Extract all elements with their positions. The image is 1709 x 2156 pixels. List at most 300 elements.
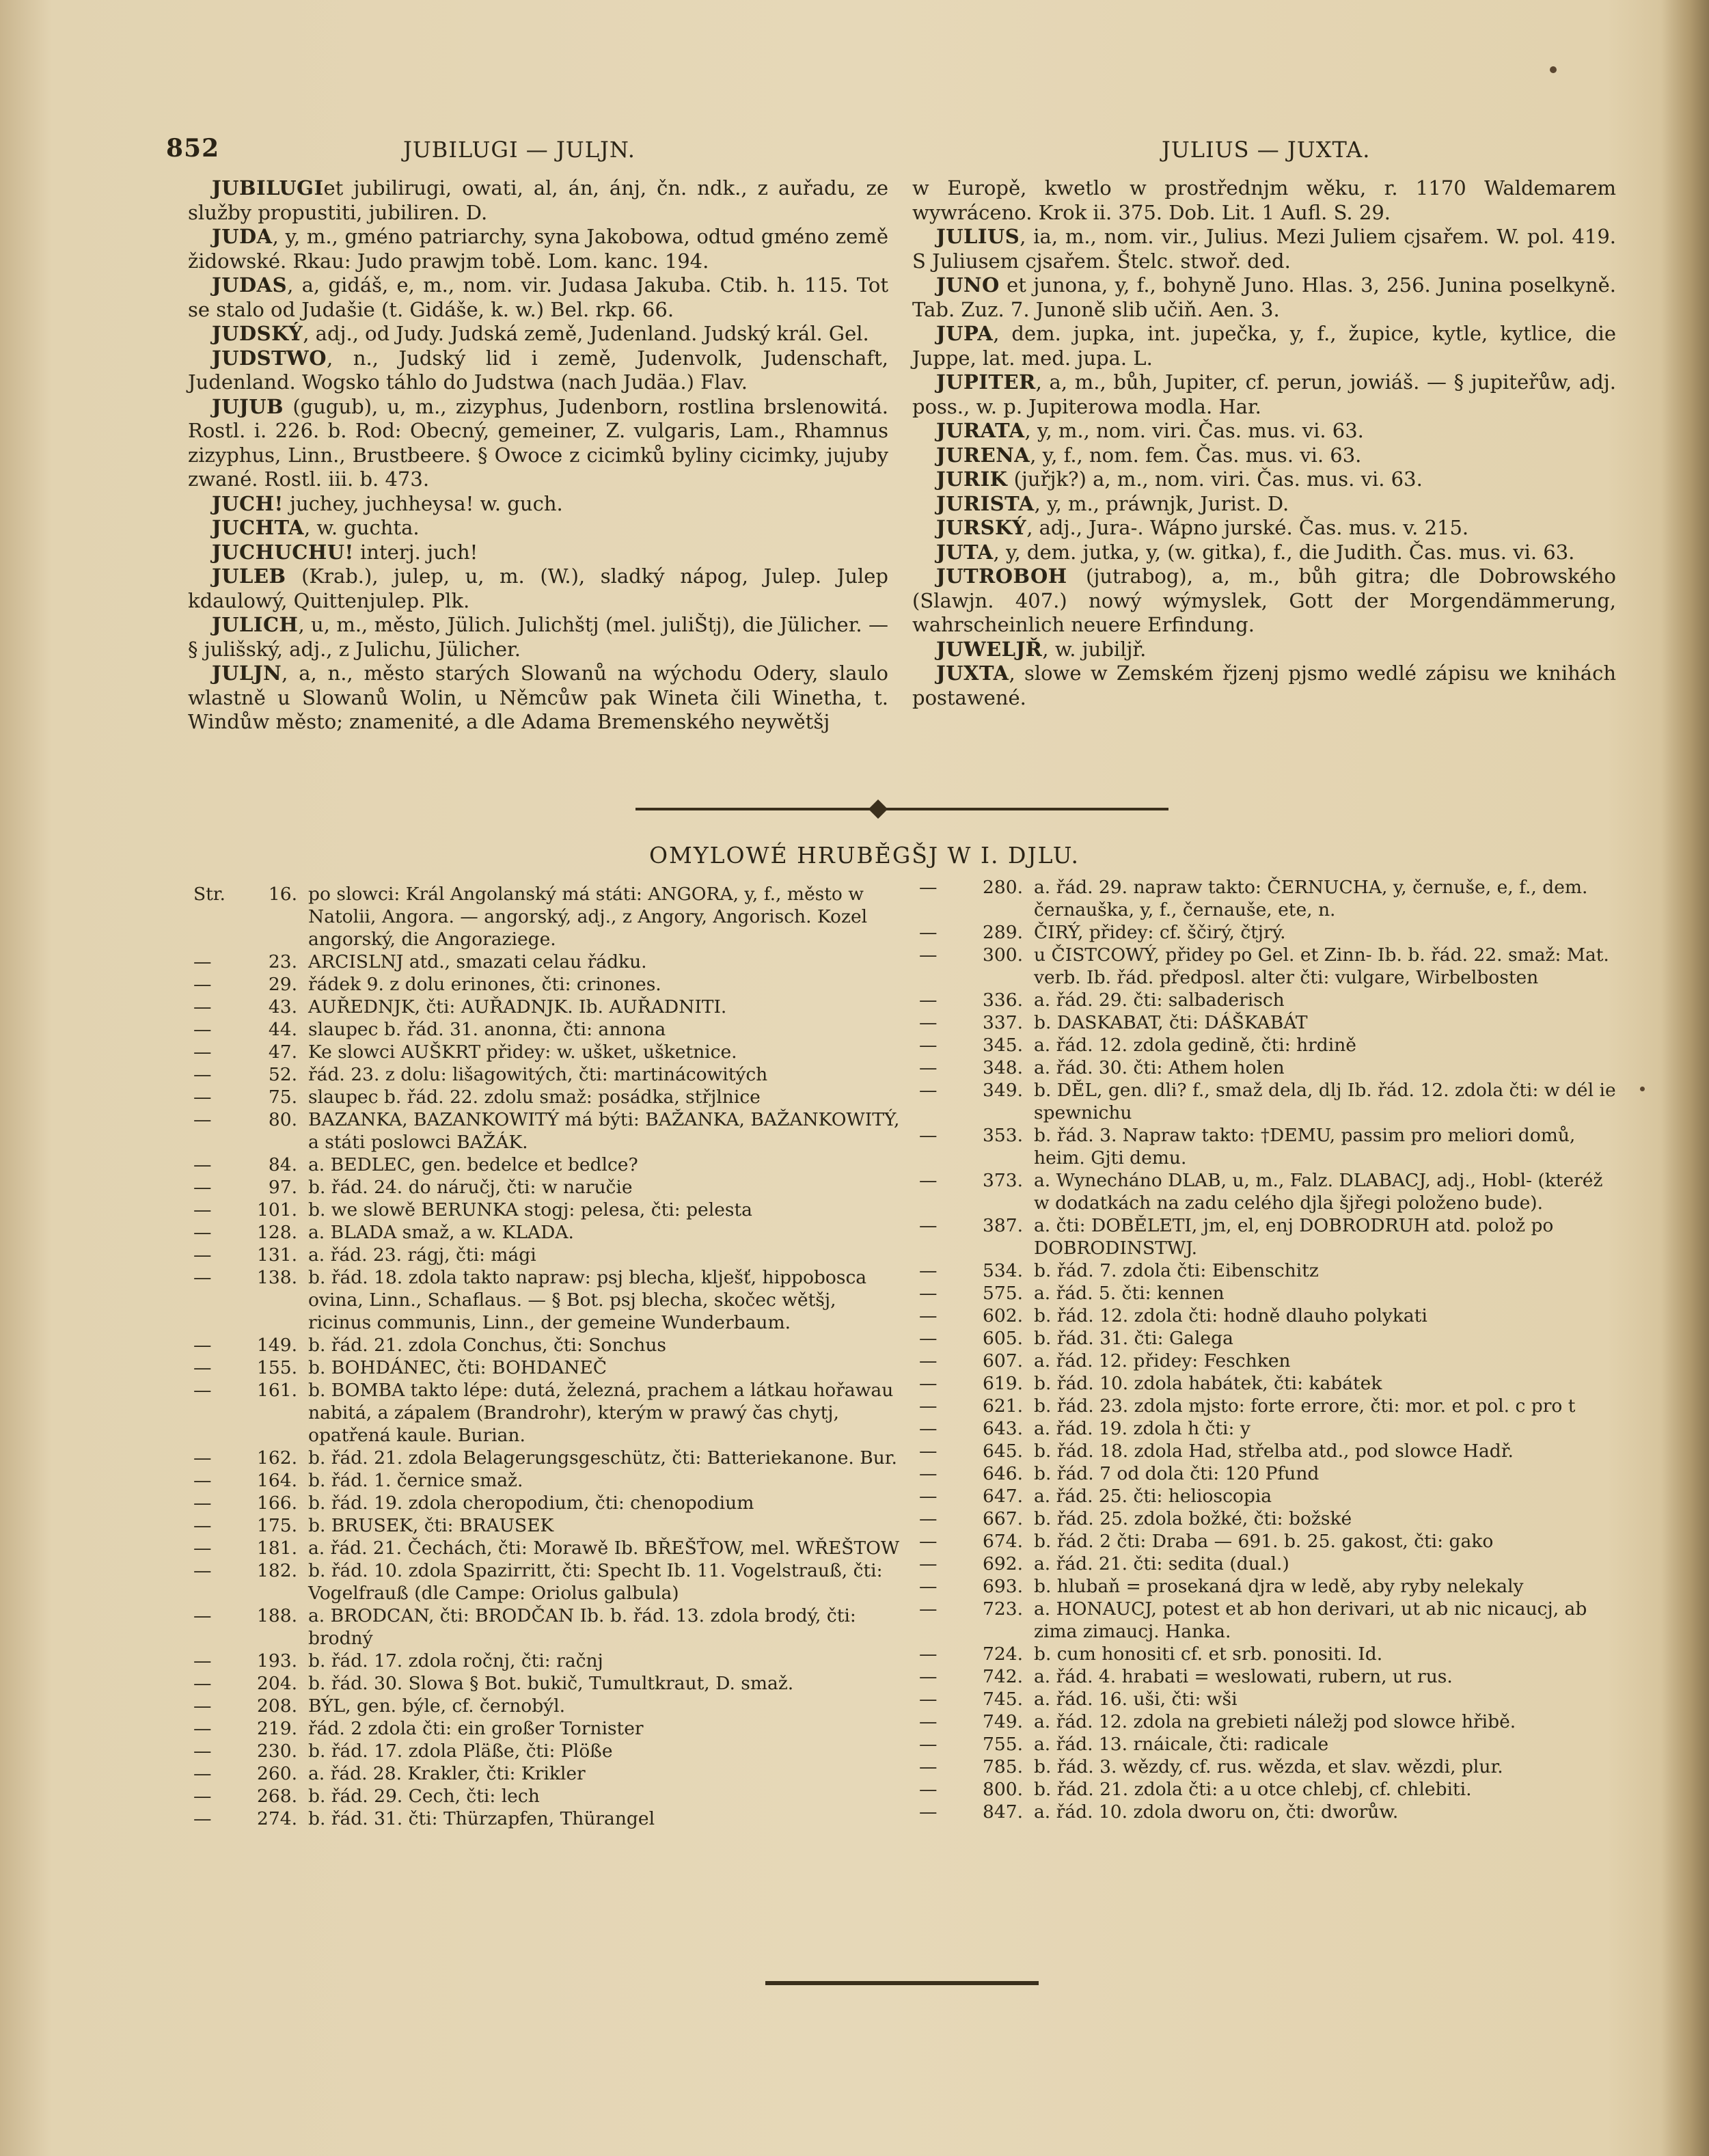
entry-headword: JULJN (212, 661, 282, 685)
errata-page: 755. (982, 1734, 1023, 1755)
dictionary-entry (912, 419, 1616, 444)
errata-page: 44. (268, 1019, 297, 1040)
errata-dash: — (193, 1199, 212, 1220)
errata-page: 181. (256, 1538, 297, 1559)
dictionary-entry (188, 492, 888, 517)
errata-page: 219. (256, 1718, 297, 1739)
right-column-entries (912, 176, 1616, 710)
errata-text: po slowci: Král Angolanský má státi: ANGORA, y, f., město w Natolii, Angora. — angorský, adj., z Angory, Angorisch. Kozel angorský, die Angoraziege. (308, 884, 868, 950)
errata-text: b. řád. 10. zdola Spazirritt, čti: Specht Ib. 11. Vogelstrauß, čti: Vogelfrauß (dle Campe: Oriolus galbula) (308, 1560, 883, 1604)
errata-dash: — (919, 1756, 938, 1777)
errata-row (193, 1807, 901, 1830)
errata-text: a. řád. 29. čti: salbaderisch (1034, 990, 1285, 1011)
errata-page: 749. (982, 1711, 1023, 1732)
left-running-head: JUBILUGI — JULJN. (403, 137, 635, 163)
errata-text: a. řád. 21. čti: sedita (dual.) (1034, 1553, 1289, 1574)
errata-dash: — (919, 990, 938, 1011)
errata-row (919, 944, 1623, 989)
errata-page: 800. (982, 1779, 1023, 1800)
errata-dash: — (919, 1689, 938, 1710)
errata-row (193, 1334, 901, 1356)
errata-page: 646. (982, 1463, 1023, 1484)
errata-row (193, 1447, 901, 1469)
errata-page: 336. (982, 990, 1023, 1011)
errata-page: 260. (256, 1763, 297, 1784)
errata-dash: — (919, 1035, 938, 1056)
errata-text: b. řád. 18. zdola Had, střelba atd., pod slowce Hadř. (1034, 1441, 1514, 1462)
errata-text: a. řád. 12. přidey: Feschken (1034, 1350, 1291, 1372)
entry-headword: JUWELJŘ (936, 637, 1043, 661)
errata-page: 29. (268, 974, 297, 995)
errata-text: Ke slowci AUŠKRT přidey: w. ušket, ušketnice. (308, 1041, 737, 1063)
errata-row (193, 1762, 901, 1785)
errata-dash: — (919, 1486, 938, 1507)
errata-text: a. řád. 21. Čechách, čti: Morawě Ib. BŘEŠŤOW, mel. WŘEŠTOW (308, 1538, 900, 1559)
errata-text: b. řád. 30. Slowa § Bot. bukič, Tumultkraut, D. smaž. (308, 1673, 794, 1694)
errata-row (193, 973, 901, 996)
entry-headword: JUCHUCHU! (212, 540, 354, 564)
page-number: 852 (166, 134, 220, 163)
errata-dash: — (919, 1643, 938, 1665)
errata-dash: — (919, 877, 938, 898)
entry-definition: , dem. jupka, int. jupečka, y, f., župice, kytle, kytlice, die Juppe, lat. med. jupa. L. (912, 322, 1616, 370)
errata-page: 647. (982, 1486, 1023, 1507)
errata-page: 745. (982, 1689, 1023, 1710)
errata-page: 128. (256, 1222, 297, 1243)
errata-row (193, 951, 901, 973)
errata-dash: Str. (193, 884, 225, 905)
errata-dash: — (193, 1763, 212, 1784)
errata-row (919, 1011, 1623, 1034)
errata-dash: — (919, 922, 938, 943)
errata-dash: — (193, 1515, 212, 1536)
entry-headword: JUDSTWO (212, 346, 327, 370)
entry-definition: , a, gidáš, e, m., nom. vir. Judasa Jakuba. Ctib. h. 115. Tot se stalo od Judašie (t. Gidáše, k. w.) Bel. rkp. 66. (188, 273, 888, 321)
entry-headword: JUDA (212, 225, 273, 248)
entry-headword: JULIUS (936, 225, 1020, 248)
errata-row (919, 1417, 1623, 1440)
entry-definition: , adj., Jura-. Wápno jurské. Čas. mus. v. 215. (1026, 516, 1469, 539)
errata-text: a. čti: DOBĚLETI, jm, el, enj DOBRODRUH atd. polož po DOBRODINSTWJ. (1034, 1215, 1554, 1259)
errata-dash: — (193, 1447, 212, 1469)
errata-dash: — (193, 1470, 212, 1491)
entry-headword: JUCH! (212, 491, 284, 515)
errata-page: 47. (268, 1041, 297, 1063)
entry-headword: JUPA (936, 322, 994, 345)
errata-text: b. řád. 7. zdola čti: Eibenschitz (1034, 1260, 1319, 1281)
errata-page: 230. (256, 1741, 297, 1762)
book-spine-shadow (1661, 0, 1709, 2156)
errata-row (193, 1379, 901, 1447)
end-rule (765, 1981, 1039, 1985)
errata-row (919, 1079, 1623, 1124)
errata-row (919, 1169, 1623, 1214)
errata-page: 693. (982, 1576, 1023, 1597)
errata-row (193, 1244, 901, 1266)
errata-text: a. řád. 12. zdola na grebieti náležj pod slowce hřibě. (1034, 1711, 1516, 1732)
errata-text: b. řád. 1. černice smaž. (308, 1470, 523, 1491)
entry-definition: (juřjk?) a, m., nom. viri. Čas. mus. vi. 63. (1007, 467, 1423, 491)
errata-row (919, 1710, 1623, 1733)
errata-dash: — (193, 1087, 212, 1108)
errata-row (193, 1199, 901, 1221)
errata-page: 155. (256, 1357, 297, 1378)
errata-text: b. řád. 17. zdola ročnj, čti: račnj (308, 1650, 603, 1671)
paper-speck (1640, 1087, 1645, 1091)
errata-page: 373. (982, 1170, 1023, 1191)
errata-page: 175. (256, 1515, 297, 1536)
errata-dash: — (193, 1808, 212, 1829)
errata-text: b. BRUSEK, čti: BRAUSEK (308, 1515, 554, 1536)
dictionary-entry (188, 273, 888, 322)
entry-headword: JURATA (936, 419, 1025, 442)
errata-row (919, 1350, 1623, 1372)
entry-definition: juchey, juchheysa! w. guch. (283, 491, 563, 515)
entry-definition: , a, m., bůh, Jupiter, cf. perun, jowiáš. — § jupiteřůw, adj. poss., w. p. Jupiterowa modla. Har. (912, 370, 1616, 418)
errata-text: b. řád. 10. zdola habátek, čti: kabátek (1034, 1373, 1382, 1394)
errata-text: a. Wynecháno DLAB, u, m., Falz. DLABACJ, adj., Hobl- (kteréž w dodatkách na zadu celého djla šjřegi položeno bude). (1034, 1170, 1603, 1214)
errata-page: 97. (268, 1177, 297, 1198)
errata-text: b. BOHDÁNEC, čti: BOHDANEČ (308, 1357, 607, 1378)
errata-text: a. BLADA smaž, a w. KLADA. (308, 1222, 574, 1243)
errata-page: 274. (256, 1808, 297, 1829)
errata-row (193, 1086, 901, 1108)
errata-page: 345. (982, 1035, 1023, 1056)
errata-dash: — (919, 1576, 938, 1597)
errata-text: b. řád. 17. zdola Pläße, čti: Plöße (308, 1741, 613, 1762)
dictionary-entry (912, 638, 1616, 662)
errata-row (919, 1665, 1623, 1688)
errata-row (193, 1650, 901, 1672)
errata-dash: — (919, 1395, 938, 1417)
errata-dash: — (193, 1673, 212, 1694)
errata-page: 161. (256, 1380, 297, 1401)
errata-dash: — (193, 1492, 212, 1514)
errata-dash: — (919, 1734, 938, 1755)
errata-row (193, 1356, 901, 1379)
errata-page: 353. (982, 1125, 1023, 1146)
entry-headword: JUTA (936, 540, 994, 564)
entry-definition: , u, m., město, Jülich. Julichštj (mel. juliŠtj), die Jülicher. — § julišský, adj., z Julichu, Jülicher. (188, 613, 888, 661)
errata-page: 643. (982, 1418, 1023, 1439)
errata-page: 621. (982, 1395, 1023, 1417)
entry-definition: et junona, y, f., bohyně Juno. Hlas. 3, 256. Junina poselkyně. Tab. Zuz. 7. Junoně slib učiň. Aen. 3. (912, 273, 1616, 321)
errata-row (919, 921, 1623, 944)
errata-row (193, 1108, 901, 1154)
errata-page: 349. (982, 1080, 1023, 1101)
errata-dash: — (919, 1553, 938, 1574)
dictionary-entry (912, 225, 1616, 273)
errata-dash: — (193, 1741, 212, 1762)
errata-dash: — (919, 1057, 938, 1078)
errata-text: řád. 2 zdola čti: ein großer Tornister (308, 1718, 644, 1739)
errata-row (919, 1530, 1623, 1553)
errata-text: a. řád. 16. uši, čti: wši (1034, 1689, 1238, 1710)
errata-dash: — (193, 1605, 212, 1626)
errata-row (193, 1176, 901, 1199)
entry-headword: JUPITER (936, 370, 1036, 394)
errata-dash: — (919, 1801, 938, 1823)
errata-row (919, 1259, 1623, 1282)
errata-row (919, 1643, 1623, 1665)
errata-dash: — (193, 1019, 212, 1040)
errata-row (919, 1214, 1623, 1259)
entry-definition: , y, m., gméno patriarchy, syna Jakobowa, odtud gméno země židowské. Rkau: Judo prawjm tobě. Lom. kanc. 194. (188, 225, 888, 273)
errata-text: b. DASKABAT, čti: DÁŠKABÁT (1034, 1012, 1308, 1033)
errata-dash: — (193, 1380, 212, 1401)
dictionary-entry (912, 444, 1616, 468)
entry-definition: , adj., od Judy. Judská země, Judenland. Judský král. Gel. (303, 322, 869, 345)
errata-text: slaupec b. řád. 22. zdolu smaž: posádka, střjlnice (308, 1087, 761, 1108)
errata-text: b. řád. 3. wězdy, cf. rus. wězda, et slav. wězdi, plur. (1034, 1756, 1503, 1777)
dictionary-entry (188, 225, 888, 273)
errata-dash: — (919, 1418, 938, 1439)
entry-definition: , w. guchta. (304, 516, 420, 539)
entry-headword: JUJUB (212, 394, 284, 418)
errata-dash: — (193, 1335, 212, 1356)
errata-text: b. řád. 23. zdola mjsto: forte errore, čti: mor. et pol. c pro t (1034, 1395, 1576, 1417)
errata-text: ČIRÝ, přidey: cf. ščirý, čtjrý. (1034, 922, 1286, 943)
entry-definition: (jutrabog), a, m., bůh gitra; dle Dobrowského (Slawjn. 407.) nowý wýmyslek, Gott der Morgendämmerung, wahrscheinlich neuere Erfindung. (912, 564, 1616, 636)
errata-page: 204. (256, 1673, 297, 1694)
errata-page: 674. (982, 1531, 1023, 1552)
errata-dash: — (919, 1779, 938, 1800)
errata-page: 602. (982, 1305, 1023, 1326)
errata-page: 607. (982, 1350, 1023, 1372)
entry-headword: JURISTA (936, 491, 1035, 515)
errata-text: a. řád. 23. rágj, čti: mági (308, 1244, 536, 1266)
errata-dash: — (919, 1598, 938, 1620)
errata-text: BÝL, gen. býle, cf. černobýl. (308, 1695, 566, 1717)
errata-page: 182. (256, 1560, 297, 1581)
errata-text: řádek 9. z dolu erinones, čti: crinones. (308, 974, 661, 995)
errata-page: 667. (982, 1508, 1023, 1529)
errata-row (919, 876, 1623, 921)
errata-dash: — (193, 1109, 212, 1130)
errata-text: a. BEDLEC, gen. bedelce et bedlce? (308, 1154, 638, 1175)
errata-row (919, 989, 1623, 1011)
errata-row (919, 1440, 1623, 1462)
entry-definition: , y, dem. jutka, y, (w. gitka), f., die Judith. Čas. mus. vi. 63. (993, 540, 1575, 564)
errata-dash: — (919, 1080, 938, 1101)
errata-row (193, 1672, 901, 1695)
errata-dash: — (193, 1177, 212, 1198)
errata-page: 75. (268, 1087, 297, 1108)
entry-definition: (Krab.), julep, u, m. (W.), sladký nápog, Julep. Julep kdaulowý, Quittenjulep. Plk. (188, 564, 888, 612)
errata-dash: — (919, 1215, 938, 1236)
errata-dash: — (919, 1508, 938, 1529)
errata-text: slaupec b. řád. 31. anonna, čti: annona (308, 1019, 666, 1040)
errata-text: b. řád. 12. zdola čti: hodně dlauho polykati (1034, 1305, 1427, 1326)
errata-row (919, 1507, 1623, 1530)
entry-headword: JUTROBOH (936, 564, 1067, 588)
errata-page: 101. (256, 1199, 297, 1220)
errata-page: 723. (982, 1598, 1023, 1620)
errata-text: BAZANKA, BAZANKOWITÝ má býti: BAŽANKA, BAŽANKOWITÝ, a státi poslowci BAŽÁK. (308, 1109, 900, 1153)
errata-row (193, 1695, 901, 1717)
dictionary-entry (188, 176, 888, 225)
section-divider-ornament (635, 808, 1168, 810)
errata-dash: — (193, 974, 212, 995)
errata-text: a. BRODCAN, čti: BRODČAN Ib. b. řád. 13. zdola brodý, čti: brodný (308, 1605, 856, 1649)
errata-row (919, 1124, 1623, 1169)
errata-row (193, 1266, 901, 1334)
errata-text: b. cum honositi cf. et srb. ponositi. Id. (1034, 1643, 1383, 1665)
errata-page: 43. (268, 996, 297, 1018)
errata-text: b. řád. 21. zdola Conchus, čti: Sonchus (308, 1335, 667, 1356)
errata-text: a. řád. 4. hrabati = weslowati, rubern, ut rus. (1034, 1666, 1453, 1687)
errata-dash: — (919, 1260, 938, 1281)
entry-headword: JURIK (936, 467, 1008, 491)
entry-definition: , a, n., město starých Slowanů na wýchodu Odery, slaulo wlastně u Slowanů Wolin, u Němcůw pak Wineta čili Winetha, t. Windůw město; znamenité, a dle Adama Bremenského neywětšj (188, 661, 888, 733)
entry-headword: JUXTA (936, 661, 1009, 685)
errata-row (919, 1733, 1623, 1756)
entry-definition: , y, f., nom. fem. Čas. mus. vi. 63. (1030, 443, 1362, 467)
errata-dash: — (193, 1538, 212, 1559)
errata-text: b. hlubaň = prosekaná djra w ledě, aby ryby nelekaly (1034, 1576, 1524, 1597)
errata-row (193, 996, 901, 1018)
errata-dash: — (193, 1650, 212, 1671)
errata-row (919, 1688, 1623, 1710)
entry-definition: , ia, m., nom. vir., Julius. Mezi Juliem cjsařem. W. pol. 419. S Juliusem cjsařem. Štelc. stwoř. ded. (912, 225, 1616, 273)
errata-row (193, 1537, 901, 1559)
dictionary-entry (912, 176, 1616, 225)
errata-dash: — (193, 1786, 212, 1807)
errata-text: b. řád. 19. zdola cheropodium, čti: chenopodium (308, 1492, 754, 1514)
errata-page: 387. (982, 1215, 1023, 1236)
errata-text: a. řád. 30. čti: Athem holen (1034, 1057, 1285, 1078)
errata-row (919, 1801, 1623, 1823)
entry-definition: , w. jubiljř. (1042, 637, 1147, 661)
dictionary-entry (912, 541, 1616, 565)
errata-page: 16. (268, 884, 297, 905)
errata-row (919, 1327, 1623, 1350)
errata-page: 724. (982, 1643, 1023, 1665)
errata-text: b. řád. 21. zdola čti: a u otce chlebj, cf. chlebiti. (1034, 1779, 1472, 1800)
errata-text: b. DĚL, gen. dli? f., smaž dela, dlj Ib. řád. 12. zdola čti: w dél ie spewnichu (1034, 1080, 1616, 1123)
errata-row (919, 1485, 1623, 1507)
errata-row (193, 1717, 901, 1740)
errata-text: b. BOMBA takto lépe: dutá, železná, prachem a látkau hořawau nabitá, a zápalem (Brandrohr), kterým w prawý čas chytj, opatřená kaule. Burian. (308, 1380, 894, 1446)
right-running-head: JULIUS — JUXTA. (1162, 137, 1371, 163)
errata-page: 138. (256, 1267, 297, 1288)
errata-text: u ČISTCOWÝ, přidey po Gel. et Zinn- Ib. b. řád. 22. smaž: Mat. verb. Ib. řád. předposl. alter čti: vulgare, Wirbelbosten (1034, 944, 1609, 988)
errata-text: b. řád. 2 čti: Draba — 691. b. 25. gakost, čti: gako (1034, 1531, 1494, 1552)
errata-dash: — (193, 1064, 212, 1085)
errata-page: 164. (256, 1470, 297, 1491)
errata-row (919, 1462, 1623, 1485)
errata-page: 605. (982, 1328, 1023, 1349)
entry-definition: , y, m., práwnjk, Jurist. D. (1034, 491, 1289, 515)
errata-text: b. řád. 25. zdola božké, čti: božské (1034, 1508, 1352, 1529)
errata-text: b. řád. 24. do náručj, čti: w naručie (308, 1177, 633, 1198)
errata-text: řád. 23. z dolu: lišagowitých, čti: martinácowitých (308, 1064, 768, 1085)
errata-text: b. řád. 31. čti: Thürzapfen, Thürangel (308, 1808, 655, 1829)
errata-text: a. řád. 25. čti: helioscopia (1034, 1486, 1272, 1507)
errata-text: b. řád. 18. zdola takto napraw: psj blecha, klješť, hippobosca ovina, Linn., Schaflaus. — § Bot. psj blecha, skočec wětšj, ricinus communis, Linn., der gemeine Wunderbaum. (308, 1267, 867, 1333)
entry-headword: JUDSKÝ (212, 322, 303, 345)
errata-dash: — (919, 1350, 938, 1372)
errata-page: 742. (982, 1666, 1023, 1687)
dictionary-entry (912, 370, 1616, 419)
dictionary-entry (912, 516, 1616, 541)
errata-page: 208. (256, 1695, 297, 1717)
errata-text: a. řád. 12. zdola gedině, čti: hrdině (1034, 1035, 1356, 1056)
errata-dash: — (193, 1244, 212, 1266)
dictionary-entry (912, 273, 1616, 322)
entry-headword: JUDAS (212, 273, 288, 297)
errata-row (193, 1740, 901, 1762)
paper-speck (1550, 66, 1557, 73)
errata-dash: — (919, 1531, 938, 1552)
errata-dash: — (919, 1012, 938, 1033)
errata-page: 280. (982, 877, 1023, 898)
errata-row (193, 883, 901, 951)
errata-text: ARCISLNJ atd., smazati celau řádku. (308, 951, 647, 972)
errata-text: a. řád. 19. zdola h čti: y (1034, 1418, 1250, 1439)
errata-text: a. řád. 10. zdola dworu on, čti: dworůw. (1034, 1801, 1399, 1823)
dictionary-entry (188, 541, 888, 565)
errata-text: AUŘEDNJK, čti: AUŘADNJK. Ib. AUŘADNITI. (308, 996, 727, 1018)
errata-row (193, 1785, 901, 1807)
errata-dash: — (919, 1328, 938, 1349)
errata-page: 692. (982, 1553, 1023, 1574)
errata-row (919, 1034, 1623, 1056)
errata-page: 534. (982, 1260, 1023, 1281)
errata-page: 84. (268, 1154, 297, 1175)
left-column-entries (188, 176, 888, 735)
errata-dash: — (919, 944, 938, 966)
errata-dash: — (193, 951, 212, 972)
errata-page: 52. (268, 1064, 297, 1085)
errata-dash: — (919, 1283, 938, 1304)
entry-definition: et jubilirugi, owati, al, án, ánj, čn. ndk., z auřadu, ze služby propustiti, jubiliren. D. (188, 176, 888, 224)
errata-row (919, 1372, 1623, 1395)
errata-page: 80. (268, 1109, 297, 1130)
errata-text: b. we slowě BERUNKA stogj: pelesa, čti: pelesta (308, 1199, 752, 1220)
errata-dash: — (919, 1170, 938, 1191)
errata-row (193, 1018, 901, 1041)
errata-row (193, 1469, 901, 1492)
errata-page: 149. (256, 1335, 297, 1356)
errata-text: b. řád. 21. zdola Belagerungsgeschütz, čti: Batteriekanone. Bur. (308, 1447, 897, 1469)
errata-page: 268. (256, 1786, 297, 1807)
dictionary-entry (188, 661, 888, 735)
errata-text: a. řád. 29. napraw takto: ČERNUCHA, y, černuše, e, f., dem. černauška, y, f., černauše, ete, n. (1034, 877, 1588, 920)
errata-text: b. řád. 29. Cech, čti: lech (308, 1786, 540, 1807)
errata-page: 337. (982, 1012, 1023, 1033)
entry-definition: , y, m., nom. viri. Čas. mus. vi. 63. (1024, 419, 1364, 442)
errata-row (919, 1056, 1623, 1079)
errata-row (919, 1305, 1623, 1327)
errata-page: 619. (982, 1373, 1023, 1394)
errata-dash: — (193, 1267, 212, 1288)
entry-definition: , n., Judský lid i země, Judenvolk, Judenschaft, Judenland. Wogsko táhlo do Judstwa (nach Judäa.) Flav. (188, 346, 888, 394)
errata-text: b. řád. 7 od dola čti: 120 Pfund (1034, 1463, 1320, 1484)
errata-row (919, 1282, 1623, 1305)
errata-row (193, 1221, 901, 1244)
dictionary-entry (912, 467, 1616, 492)
entry-headword: JULEB (212, 564, 286, 588)
entry-headword: JUCHTA (212, 516, 304, 539)
errata-dash: — (193, 1357, 212, 1378)
errata-page: 166. (256, 1492, 297, 1514)
entry-headword: JULICH (212, 613, 299, 636)
errata-row (919, 1598, 1623, 1643)
dictionary-entry (912, 564, 1616, 638)
entry-headword: JURENA (936, 443, 1030, 467)
dictionary-entry (912, 661, 1616, 710)
